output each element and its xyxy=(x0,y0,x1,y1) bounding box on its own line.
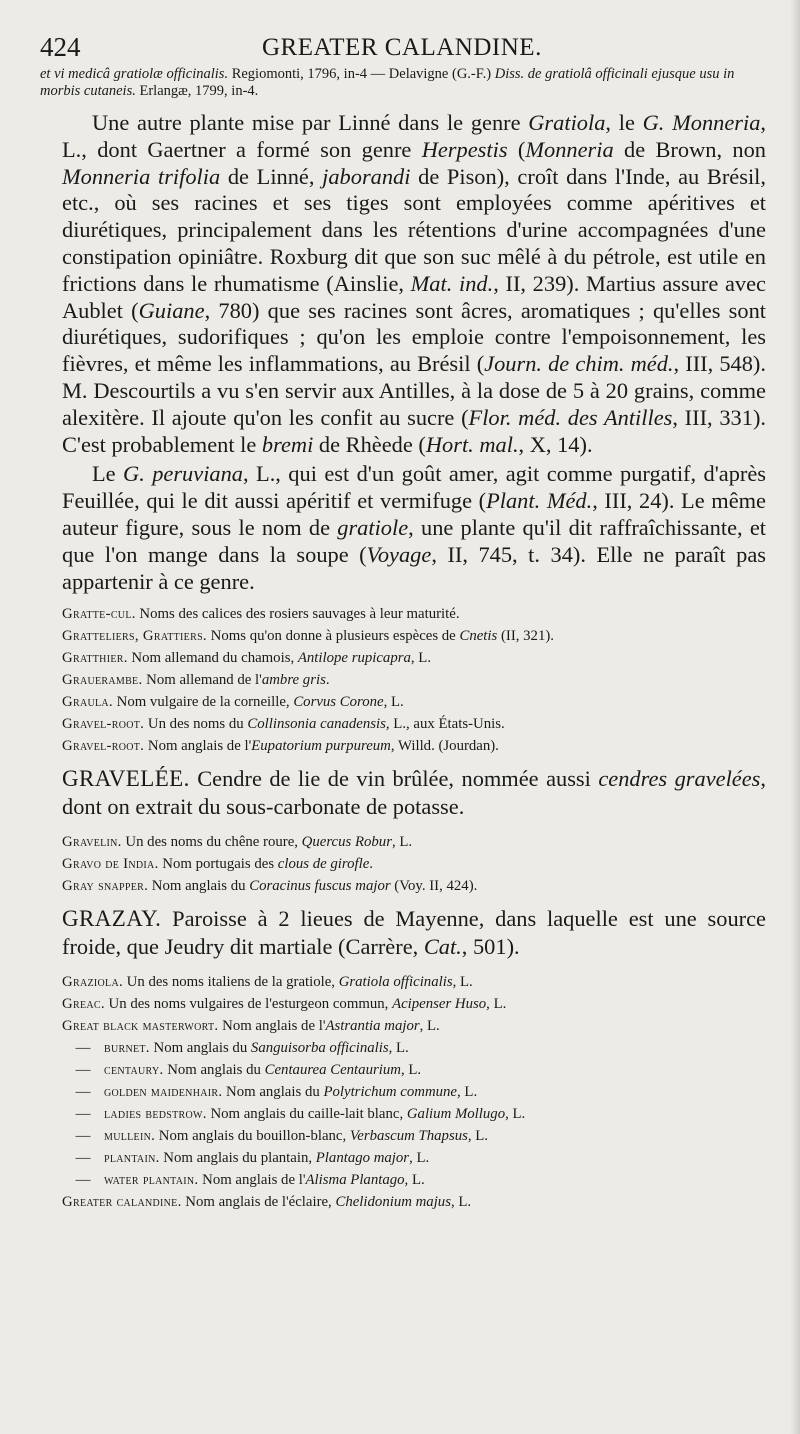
text-run: , 780) que ses racines sont âcres, aromatiques ; qu'elles sont diurétiques, sudorifiques ; qu'on les emploie contre l'empoisonnement, les fièvres, et même les inflammations, au Brésil ( xyxy=(62,297,767,377)
italic-text: Polytrichum commune xyxy=(323,1084,458,1101)
headword: Gratteliers, Grattiers. xyxy=(62,628,207,645)
italic-text: Sanguisorba officinalis xyxy=(250,1040,389,1057)
italic-text: Monneria xyxy=(525,136,614,162)
headword: GRAZAY. xyxy=(62,906,162,932)
text-run: Noms qu'on donne à plusieurs espèces de xyxy=(206,628,460,645)
text-run: , Willd. (Jourdan). xyxy=(390,738,499,755)
running-title: GREATER CALANDINE. xyxy=(262,34,542,61)
sub-entry xyxy=(62,1081,766,1103)
italic-text: Diss. de gratiolâ officinali ejusque usu in morbis cutaneis. xyxy=(40,66,735,99)
text-run: — xyxy=(75,1106,91,1123)
text-run: — xyxy=(75,1172,91,1189)
headword: Gravel-root. xyxy=(62,716,145,733)
text-run: de Brown, non xyxy=(613,136,766,162)
headword: GRAVELÉE. xyxy=(62,766,190,792)
text-run: — xyxy=(75,1128,91,1145)
headword: Great black masterwort. xyxy=(62,1018,219,1035)
italic-text: Plant. Méd. xyxy=(486,488,593,514)
headword: Greater calandine. xyxy=(62,1194,182,1211)
text-run: Nom anglais du plantain, xyxy=(159,1150,316,1167)
italic-text: Gratiola officinalis xyxy=(338,974,453,991)
italic-text: G. peruviana xyxy=(123,461,243,487)
sub-entry xyxy=(62,1059,766,1081)
text-run: , 501). xyxy=(461,934,520,960)
italic-text: Coracinus fuscus major xyxy=(249,878,391,895)
text-run: Cendre de lie de vin brûlée, nommée aussi xyxy=(189,766,599,792)
text-run: (II, 321). xyxy=(497,628,554,645)
entry-list-gratte xyxy=(62,603,766,757)
text-run: , L., aux États-Unis. xyxy=(385,716,505,733)
italic-text: Centaurea Centaurium xyxy=(264,1062,401,1079)
italic-text: Guiane xyxy=(138,297,205,323)
entry xyxy=(62,875,766,897)
text-run: , L., qui est d'un goût amer, agit comme purgatif, d'après Feuillée, qui le dit aussi apéritif et vermifuge ( xyxy=(62,461,766,514)
paragraph-peruviana xyxy=(62,461,766,595)
paragraph-monneria xyxy=(62,110,766,458)
text-run: , une plante qu'il dit raffraîchissante, et que l'on mange dans la soupe ( xyxy=(62,514,766,567)
text-run: , III, 24). Le même auteur figure, sous le nom de xyxy=(62,488,766,540)
text-run: , L. xyxy=(404,1172,425,1189)
text-run: , L. xyxy=(467,1128,489,1145)
text-run: , L. xyxy=(450,1194,472,1211)
italic-text: cendres gravelées xyxy=(598,766,761,792)
italic-text: Gratiola xyxy=(528,110,606,135)
text-run: de Rhèede ( xyxy=(313,431,426,457)
entry-gravelee xyxy=(62,765,766,821)
text-run: , L. xyxy=(391,834,413,851)
page-header xyxy=(40,30,766,66)
italic-text: Antilope rupicapra xyxy=(297,650,411,667)
bibliography-note xyxy=(40,66,766,100)
italic-text: G. Monneria xyxy=(642,110,761,135)
text-run: Une autre plante mise par Linné dans le genre xyxy=(92,110,529,135)
italic-text: Chelidonium majus xyxy=(335,1194,451,1211)
headword: golden maidenhair. xyxy=(104,1084,223,1101)
text-run: , L. xyxy=(410,650,432,667)
headword: ladies bedstrow. xyxy=(104,1106,207,1123)
text-run: , III, 331). C'est probablement le xyxy=(62,404,766,457)
sub-entry xyxy=(62,1037,766,1059)
text-run: , L. xyxy=(505,1106,526,1123)
italic-text: gratiole xyxy=(337,514,409,540)
sub-entry xyxy=(62,1147,766,1169)
text-run: (Voy. II, 424). xyxy=(390,878,478,895)
text-run: Regiomonti, 1796, in-4 — Delavigne (G.-F.) xyxy=(228,66,495,82)
text-run: , L., dont Gaertner a formé son genre xyxy=(62,110,767,162)
italic-text: et vi medicâ gratiolæ officinalis. xyxy=(40,66,229,82)
italic-text: Cnetis xyxy=(459,628,498,645)
text-run: Nom anglais de l' xyxy=(144,738,252,755)
headword: Grauerambe. xyxy=(62,672,143,689)
headword: Graula. xyxy=(62,694,113,711)
entry xyxy=(62,669,766,691)
headword: Gravel-root. xyxy=(62,738,145,755)
text-run: Nom anglais du xyxy=(149,1040,251,1057)
text-run: , L. xyxy=(388,1040,409,1057)
headword: Graziola. xyxy=(62,974,123,991)
entry xyxy=(62,1191,766,1213)
headword: mullein. xyxy=(104,1128,156,1145)
text-run: Le xyxy=(92,461,124,487)
sub-entry xyxy=(62,1103,766,1125)
headword: Gratthier. xyxy=(62,650,128,667)
text-run: Paroisse à 2 lieues de Mayenne, dans laquelle est une source froide, que Jeudry dit martiale (Carrère, xyxy=(62,906,766,960)
text-run: Un des noms italiens de la gratiole, xyxy=(122,974,339,991)
headword: burnet. xyxy=(104,1040,150,1057)
italic-text: Flor. méd. des Antilles xyxy=(468,404,673,430)
italic-text: Astrantia major xyxy=(325,1018,420,1035)
italic-text: Acipenser Huso xyxy=(392,996,487,1013)
italic-text: Galium Mollugo xyxy=(406,1106,506,1123)
text-run: Nom portugais des xyxy=(158,856,278,873)
entry xyxy=(62,603,766,625)
text-run: . xyxy=(325,672,330,689)
italic-text: Voyage xyxy=(366,541,432,567)
text-run: Un des noms du xyxy=(144,716,248,733)
entry xyxy=(62,853,766,875)
entry xyxy=(62,735,766,757)
italic-text: ambre gris xyxy=(261,672,326,689)
gratiola-article xyxy=(62,110,766,595)
headword: Gray snapper. xyxy=(62,878,149,895)
text-run: , II, 745, t. 34). Elle ne paraît pas appartenir à ce genre. xyxy=(62,541,767,594)
entry-list-gravelin xyxy=(62,831,766,897)
text-run: — xyxy=(75,1150,91,1167)
headword: plantain. xyxy=(104,1150,160,1167)
text-run: — xyxy=(75,1040,91,1057)
italic-text: Eupatorium purpureum xyxy=(251,738,391,755)
italic-text: Herpestis xyxy=(421,136,508,162)
text-run: , II, 239). Martius assure avec Aublet ( xyxy=(62,270,766,323)
text-run: Nom anglais de l' xyxy=(198,1172,306,1189)
headword: centaury. xyxy=(104,1062,164,1079)
text-run: Nom anglais du xyxy=(148,878,250,895)
page-number: 424 xyxy=(40,32,81,62)
text-run: Nom vulgaire de la corneille, xyxy=(112,694,294,711)
text-run: — xyxy=(75,1062,91,1079)
italic-text: Corvus Corone xyxy=(293,694,384,711)
text-run: , L. xyxy=(486,996,507,1013)
text-run: , L. xyxy=(419,1018,440,1035)
text-run: , L. xyxy=(452,974,473,991)
text-run: , L. xyxy=(409,1150,430,1167)
text-run: Nom anglais du bouillon-blanc, xyxy=(155,1128,350,1145)
text-run: Erlangæ, 1799, in-4. xyxy=(135,83,259,99)
text-run: , le xyxy=(605,110,643,135)
entry xyxy=(62,691,766,713)
text-run: Nom anglais du caille-lait blanc, xyxy=(206,1106,407,1123)
text-run: , L. xyxy=(457,1084,478,1101)
text-run: Nom anglais de l' xyxy=(218,1018,326,1035)
text-run: , L. xyxy=(383,694,404,711)
italic-text: Hort. mal. xyxy=(425,431,519,457)
headword: Gravo de India. xyxy=(62,856,159,873)
headword: water plantain. xyxy=(104,1172,199,1189)
entry xyxy=(62,1015,766,1037)
text-run: , L. xyxy=(400,1062,422,1079)
text-run: — xyxy=(75,1084,91,1101)
text-run: Nom anglais de l'éclaire, xyxy=(181,1194,336,1211)
text-run: Nom anglais du xyxy=(163,1062,265,1079)
text-run: , X, 14). xyxy=(518,431,593,457)
italic-text: Monneria trifolia xyxy=(62,163,221,189)
text-run: de Pison), croît dans l'Inde, au Brésil, etc., où ses racines et ses tiges sont employées comme apéritives et diurétiques, principalement dans les rétentions d'urine accompagnées d'une constipation opiniâtre. Roxburg dit que son suc mêlé à du pétrole, est utile en frictions dans le rhumatisme (Ainslie, xyxy=(62,163,766,296)
entry-grazay xyxy=(62,905,766,961)
sub-entry xyxy=(62,1125,766,1147)
text-run: ( xyxy=(507,136,526,162)
italic-text: jaborandi xyxy=(322,163,411,189)
text-run: Un des noms vulgaires de l'esturgeon commun, xyxy=(104,996,393,1013)
italic-text: Journ. de chim. méd. xyxy=(484,351,674,377)
text-run: Nom allemand de l' xyxy=(142,672,262,689)
entry xyxy=(62,993,766,1015)
text-run: Nom anglais du xyxy=(222,1084,324,1101)
text-run: , dont on extrait du sous-carbonate de potasse. xyxy=(62,766,766,820)
text-run: Nom allemand du chamois, xyxy=(127,650,298,667)
headword: Gravelin. xyxy=(62,834,122,851)
italic-text: Verbascum Thapsus xyxy=(349,1128,468,1145)
text-run: , III, 548). M. Descourtils a vu s'en servir aux Antilles, à la dose de 5 à 20 grains, comme alexitère. Il ajoute qu'on les confit au sucre ( xyxy=(62,351,766,430)
entry xyxy=(62,647,766,669)
entry xyxy=(62,713,766,735)
text-run: Noms des calices des rosiers sauvages à leur maturité. xyxy=(135,606,460,623)
sub-entry xyxy=(62,1169,766,1191)
text-run: Un des noms du chêne roure, xyxy=(121,834,302,851)
italic-text: bremi xyxy=(261,431,314,457)
entry xyxy=(62,971,766,993)
headword: Gratte-cul. xyxy=(62,606,136,623)
entry xyxy=(62,831,766,853)
text-run: . xyxy=(369,856,373,873)
entry xyxy=(62,625,766,647)
italic-text: Cat. xyxy=(423,934,462,960)
italic-text: Mat. ind. xyxy=(410,270,494,296)
italic-text: clous de girofle xyxy=(277,856,370,873)
italic-text: Plantago major xyxy=(315,1150,410,1167)
italic-text: Alisma Plantago xyxy=(305,1172,405,1189)
italic-text: Collinsonia canadensis xyxy=(247,716,386,733)
text-run: de Linné, xyxy=(220,163,323,189)
italic-text: Quercus Robur xyxy=(301,834,392,851)
entry-list-graziola xyxy=(62,971,766,1213)
headword: Greac. xyxy=(62,996,105,1013)
